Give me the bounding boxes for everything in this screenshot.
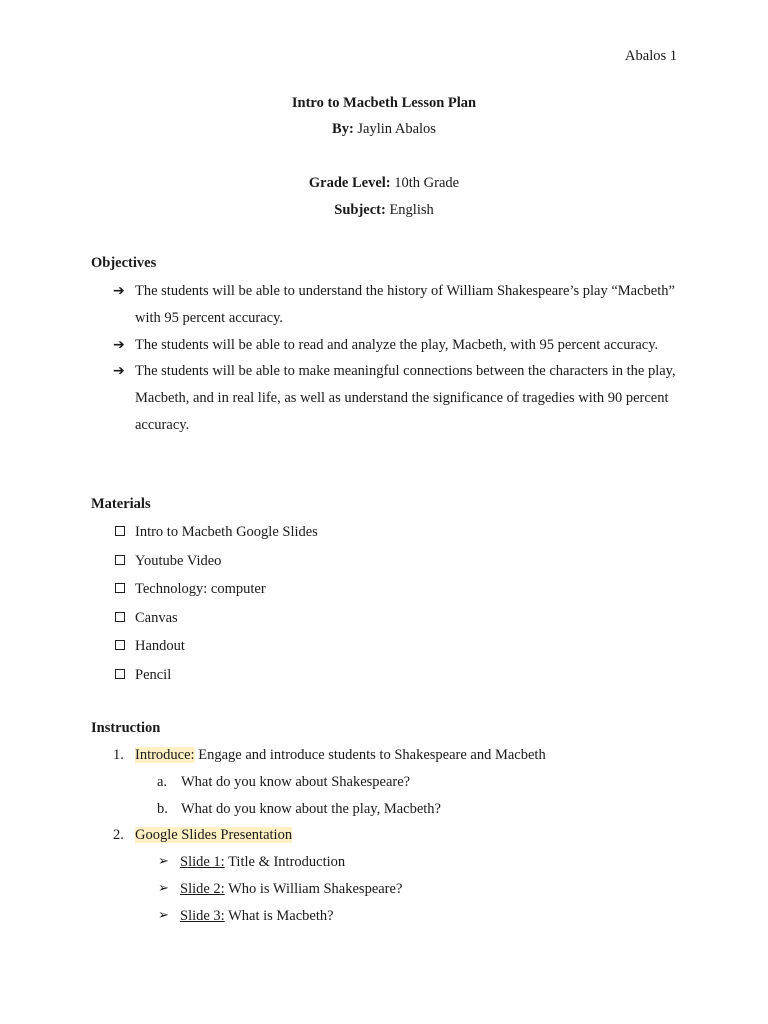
arrowhead-icon: ➢ (158, 880, 169, 896)
checkbox-icon (115, 555, 125, 565)
arrowhead-icon: ➢ (158, 907, 169, 923)
checkbox-icon (115, 612, 125, 622)
author-line (0, 119, 768, 139)
checkbox-icon (115, 526, 125, 536)
subject-value: English (389, 202, 434, 218)
checkbox-icon (115, 669, 125, 679)
objectives-list (113, 278, 693, 439)
instruction-step-1 (113, 742, 713, 769)
grade-line (0, 173, 768, 193)
arrowhead-icon: ➢ (158, 854, 169, 869)
list-item (113, 822, 713, 849)
materials-list (113, 519, 318, 690)
right-arrow-icon: ➔ (113, 283, 125, 299)
materials-heading: Materials (91, 496, 151, 512)
instruction-heading: Instruction (91, 720, 161, 736)
objectives-heading: Objectives (91, 255, 157, 271)
by-label: By: (332, 121, 354, 137)
author-name: Jaylin Abalos (357, 121, 436, 137)
step-label-highlight: Introduce: (135, 747, 195, 763)
step-text: Engage and introduce students to Shakespeare and Macbeth (194, 747, 546, 763)
checkbox-icon (115, 583, 125, 593)
instruction-step-2 (113, 822, 713, 849)
slides-list (158, 849, 402, 929)
list-item (113, 742, 713, 769)
step-label-highlight: Google Slides Presentation (135, 827, 293, 843)
list-item: Youtube Video (113, 548, 318, 577)
page-header: Abalos 1 (625, 48, 677, 64)
title-text: Intro to Macbeth Lesson Plan (291, 95, 477, 111)
list-item: b. What do you know about the play, Macbeth? (157, 800, 441, 817)
list-item: Canvas (113, 605, 318, 634)
list-item: ➔ The students will be able to make meaningful connections between the characters in the play, Macbeth, and in real life, as well as understand the significance of tragedies with 90 percent accuracy. (113, 358, 693, 438)
subject-line (0, 200, 768, 220)
document-title (0, 93, 768, 113)
list-item: Intro to Macbeth Google Slides (113, 519, 318, 548)
list-item: ➔ The students will be able to understand the history of William Shakespeare’s play “Macbeth” with 95 percent accuracy. (113, 278, 693, 332)
grade-label: Grade Level: (308, 175, 391, 191)
list-item: ➔ The students will be able to read and analyze the play, Macbeth, with 95 percent accuracy. (113, 332, 693, 359)
right-arrow-icon: ➔ (113, 336, 125, 353)
step-number: 1. (113, 747, 124, 763)
list-item: ➢ Slide 1: Title & Introduction (158, 849, 402, 876)
list-item: Pencil (113, 662, 318, 691)
list-item: Technology: computer (113, 576, 318, 605)
list-item: ➢ Slide 2: Who is William Shakespeare? (158, 876, 402, 903)
list-item: a. What do you know about Shakespeare? (157, 774, 411, 790)
step-number: 2. (113, 827, 124, 843)
checkbox-icon (115, 640, 125, 650)
list-item: ➢ Slide 3: What is Macbeth? (158, 903, 402, 930)
subject-label: Subject: (334, 202, 386, 218)
right-arrow-icon: ➔ (113, 363, 125, 380)
grade-value: 10th Grade (394, 175, 460, 191)
list-item: Handout (113, 633, 318, 662)
step-1-subitems (157, 769, 441, 823)
